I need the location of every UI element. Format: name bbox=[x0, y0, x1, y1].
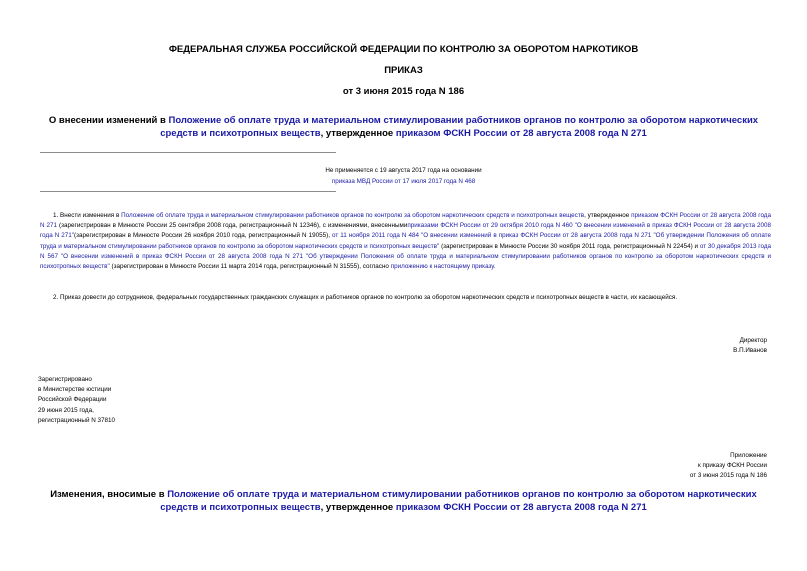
appendix-line: к приказу ФСКН России bbox=[697, 462, 767, 470]
registration-block bbox=[38, 375, 115, 426]
paragraph-1 bbox=[40, 211, 771, 272]
para1-order-271-link[interactable]: приказом ФСКН России от 28 августа 2008 года N 271 bbox=[40, 212, 771, 230]
para1-text-5: (зарегистрирован в Минюсте России 30 ноября 2011 года, регистрационный N 22454) и bbox=[439, 242, 700, 250]
para1-order-460-link[interactable]: приказами ФСКН России от 29 октября 2010 года N 460 "О внесении изменений в приказ ФСКН России от 28 августа 2008 года N 271" bbox=[40, 222, 772, 240]
registration-line: регистрационный N 37810 bbox=[38, 416, 116, 424]
para1-text-1: 1. Внести изменения в bbox=[53, 212, 122, 219]
para1-text-4: (зарегистрирован в Минюсте России 26 ноября 2010 года, регистрационный N 19055), bbox=[74, 232, 332, 240]
title-middle: , утвержденное bbox=[320, 128, 396, 139]
changes-regulation-link[interactable]: Положение об оплате труда и материальном стимулировании работников органов по контролю за оборотом наркотических средств и психотропных веществ bbox=[160, 489, 757, 513]
title-order-link[interactable]: приказом ФСКН России от 28 августа 2008 года N 271 bbox=[395, 128, 647, 139]
appendix-line: от 3 июня 2015 года N 186 bbox=[689, 472, 767, 480]
para1-text-2: , утвержденное bbox=[584, 212, 632, 219]
appendix-line: Приложение bbox=[730, 452, 767, 459]
divider-top bbox=[40, 152, 336, 153]
registration-line: в Министерстве юстиции bbox=[38, 386, 112, 394]
registration-line: Российской Федерации bbox=[38, 396, 107, 404]
para1-appendix-link[interactable]: приложению к настоящему приказу bbox=[390, 263, 494, 271]
para1-order-567-link[interactable]: от 30 декабря 2013 года N 567 "О внесении изменений в приказ ФСКН России от 28 августа 2008 года N 271 "Об утверждении Положения об оплате труда и материальном стимулировании работников органов по контролю за оборотом наркотических средств и психотропных веществ" bbox=[40, 242, 771, 271]
changes-order-link[interactable]: приказом ФСКН России от 28 августа 2008 года N 271 bbox=[395, 502, 647, 513]
document-type: ПРИКАЗ bbox=[384, 65, 423, 76]
changes-heading bbox=[40, 488, 767, 514]
registration-line: 29 июня 2015 года, bbox=[38, 406, 94, 414]
appendix-block bbox=[690, 451, 767, 482]
paragraph-2: 2. Приказ довести до сотрудников, федеральных государственных гражданских служащих и работников органов по контролю за оборотом наркотических средств и психотропных веществ в части, их касающейся. bbox=[53, 294, 678, 301]
divider-bottom bbox=[40, 191, 336, 192]
signature-block bbox=[733, 336, 767, 356]
changes-prefix: Изменения, вносимые в bbox=[50, 489, 168, 500]
agency-heading: ФЕДЕРАЛЬНАЯ СЛУЖБА РОССИЙСКОЙ ФЕДЕРАЦИИ ПО КОНТРОЛЮ ЗА ОБОРОТОМ НАРКОТИКОВ bbox=[168, 44, 639, 55]
para1-regulation-link[interactable]: Положение об оплате труда и материальном стимулировании работников органов по контролю за оборотом наркотических средств и психотропных веществ bbox=[121, 212, 585, 219]
validity-note: Не применяется с 19 августа 2017 года на основании bbox=[325, 167, 482, 174]
para1-text-6: (зарегистрирован в Минюсте России 11 марта 2014 года, регистрационный N 31555), согласно bbox=[109, 263, 391, 271]
changes-middle: , утвержденное bbox=[320, 502, 396, 513]
para1-text-3: (зарегистрирован в Минюсте России 25 сентября 2008 года, регистрационный N 12346), с изменениями, внесенными bbox=[57, 222, 408, 230]
title-prefix: О внесении изменений в bbox=[48, 115, 169, 126]
signature-position: Директор bbox=[739, 337, 767, 344]
document-title bbox=[40, 114, 767, 140]
title-regulation-link[interactable]: Положение об оплате труда и материальном стимулировании работников органов по контролю за оборотом наркотических средств и психотропных веществ bbox=[160, 115, 759, 139]
registration-line: Зарегистрировано bbox=[38, 376, 92, 383]
para1-text-7: . bbox=[493, 263, 496, 271]
document-date-number: от 3 июня 2015 года N 186 bbox=[342, 86, 465, 97]
validity-note-link[interactable]: приказа МВД России от 17 июля 2017 года N 468 bbox=[331, 178, 476, 185]
para1-order-484-link[interactable]: от 11 ноября 2011 года N 484 "О внесении изменений в приказ ФСКН России от 28 августа 2008 года N 271 "Об утверждении Положения об оплате труда и материальном стимулировании работников органов по контролю за оборотом наркотических средств и психотропных веществ" bbox=[40, 232, 771, 250]
signature-name: В.П.Иванов bbox=[733, 347, 767, 355]
